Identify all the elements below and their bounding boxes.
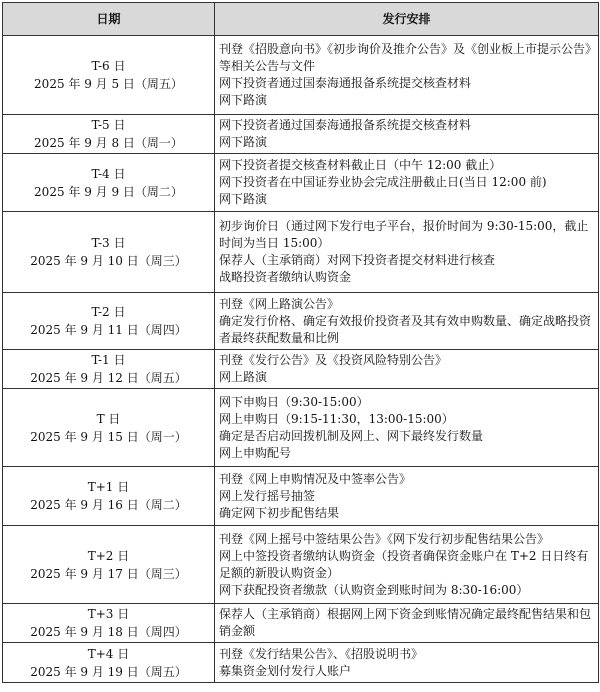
table-row: [3, 36, 599, 115]
date-cell: [3, 36, 215, 115]
date-cell: [3, 293, 215, 350]
table-row: [3, 115, 599, 154]
arrangement-item: 网上发行摇号抽签: [219, 488, 316, 503]
arrangement-item: 网下路演: [219, 135, 268, 149]
calendar-date-label: 2025 年 9 月 16 日（周二）: [30, 498, 187, 512]
calendar-date-label: 2025 年 9 月 9 日（周二）: [34, 184, 183, 199]
arrangement-cell: [215, 293, 599, 350]
arrangement-cell: [215, 604, 599, 643]
arrangement-item: 保荐人（主承销商）对网下投资者提交材料进行核查: [219, 253, 496, 267]
arrangement-item: 确定是否启动回拨机制及网上、网下最终发行数量: [219, 428, 484, 443]
date-cell: [3, 467, 215, 526]
calendar-date-label: 2025 年 9 月 10 日（周三）: [30, 254, 187, 268]
arrangement-item: 初步询价日（通过网下发行电子平台，报价时间为 9:30-15:00，截止时间为当日 15:00）: [219, 219, 589, 250]
calendar-date-label: 2025 年 9 月 8 日（周一）: [34, 136, 183, 150]
calendar-date-label: 2025 年 9 月 19 日（周五）: [30, 664, 187, 679]
arrangement-cell: [215, 115, 599, 154]
calendar-date-label: 2025 年 9 月 12 日（周五）: [30, 371, 187, 385]
arrangement-item: 刊登《网上路演公告》: [219, 296, 340, 311]
date-cell: [3, 154, 215, 212]
arrangement-item: 刊登《发行公告》及《投资风险特别公告》: [219, 353, 448, 367]
trading-day-label: T-5 日: [91, 118, 126, 132]
arrangement-item: 网上路演: [219, 370, 268, 384]
date-cell: [3, 350, 215, 389]
arrangement-cell: [215, 154, 599, 212]
table-row: [3, 389, 599, 467]
arrangement-item: 网上申购日（9:15-11:30，13:00-15:00）: [219, 411, 454, 426]
date-cell: [3, 604, 215, 643]
arrangement-item: 网下投资者通过国泰海通报备系统提交核查材料: [219, 76, 472, 90]
arrangement-cell: [215, 389, 599, 467]
trading-day-label: T+3 日: [87, 607, 130, 621]
arrangement-item: 网下投资者在中国证券业协会完成注册截止日(当日 12:00 前): [219, 175, 547, 189]
arrangement-item: 刊登《网上摇号中签结果公告》《网下发行初步配售结果公告》: [219, 531, 550, 546]
arrangement-cell: [215, 212, 599, 293]
arrangement-item: 网下申购日（9:30-15:00）: [219, 394, 369, 409]
trading-day-label: T-3 日: [91, 236, 126, 250]
arrangement-cell: [215, 350, 599, 389]
trading-day-label: T-6 日: [91, 59, 126, 73]
arrangement-item: 网下投资者通过国泰海通报备系统提交核查材料: [219, 118, 472, 132]
trading-day-label: T+2 日: [87, 548, 130, 563]
arrangement-item: 保荐人（主承销商）根据网上网下资金到账情况确定最终配售结果和包销金额: [219, 607, 592, 638]
header-date: 日期: [3, 3, 215, 36]
table-row: [3, 350, 599, 389]
arrangement-item: 网下路演: [219, 93, 268, 107]
arrangement-item: 网上申购配号: [219, 445, 292, 460]
date-cell: [3, 643, 215, 683]
trading-day-label: T-1 日: [91, 353, 126, 367]
table-row: [3, 154, 599, 212]
table-row: [3, 293, 599, 350]
table-header-row: [3, 3, 599, 36]
date-cell: [3, 389, 215, 467]
arrangement-item: 网下投资者提交核查材料截止日（中午 12:00 截止）: [219, 158, 502, 172]
arrangement-item: 网下路演: [219, 192, 268, 206]
date-cell: [3, 212, 215, 293]
calendar-date-label: 2025 年 9 月 17 日（周三）: [30, 566, 187, 581]
date-cell: [3, 526, 215, 604]
table-row: [3, 212, 599, 293]
arrangement-item: 刊登《招股意向书》《初步询价及推介公告》及《创业板上市提示公告》等相关公告与文件: [219, 42, 592, 73]
arrangement-cell: [215, 36, 599, 115]
trading-day-label: T-2 日: [91, 305, 126, 319]
trading-day-label: T+4 日: [87, 646, 130, 661]
date-cell: [3, 115, 215, 154]
table-row: [3, 467, 599, 526]
calendar-date-label: 2025 年 9 月 11 日（周四）: [30, 323, 187, 337]
calendar-date-label: 2025 年 9 月 5 日（周五）: [34, 77, 183, 91]
header-arrangement: 发行安排: [215, 3, 599, 36]
arrangement-item: 确定发行价格、确定有效报价投资者及其有效申购数量、确定战略投资者最终获配数量和比例: [219, 313, 592, 345]
table-row: [3, 643, 599, 683]
arrangement-item: 网下获配投资者缴款（认购资金到账时间为 8:30-16:00）: [219, 582, 529, 597]
arrangement-item: 战略投资者缴纳认购资金: [219, 270, 352, 284]
calendar-date-label: 2025 年 9 月 15 日（周一）: [30, 429, 187, 444]
arrangement-item: 募集资金划付发行人账户: [219, 663, 352, 678]
arrangement-item: 刊登《发行结果公告》、《招股说明书》: [219, 646, 424, 661]
issuance-schedule-table: [2, 2, 599, 683]
table-row: [3, 526, 599, 604]
arrangement-cell: [215, 467, 599, 526]
arrangement-item: 确定网下初步配售结果: [219, 505, 340, 520]
trading-day-label: T-4 日: [91, 166, 126, 181]
arrangement-item: 网上中签投资者缴纳认购资金（投资者确保资金账户在 T+2 日日终有足额的新股认购资金）: [219, 548, 589, 580]
table-row: [3, 604, 599, 643]
arrangement-item: 刊登《网上申购情况及中签率公告》: [219, 471, 412, 486]
trading-day-label: T 日: [96, 411, 121, 426]
calendar-date-label: 2025 年 9 月 18 日（周四）: [30, 625, 187, 639]
arrangement-cell: [215, 643, 599, 683]
arrangement-cell: [215, 526, 599, 604]
trading-day-label: T+1 日: [87, 480, 130, 494]
